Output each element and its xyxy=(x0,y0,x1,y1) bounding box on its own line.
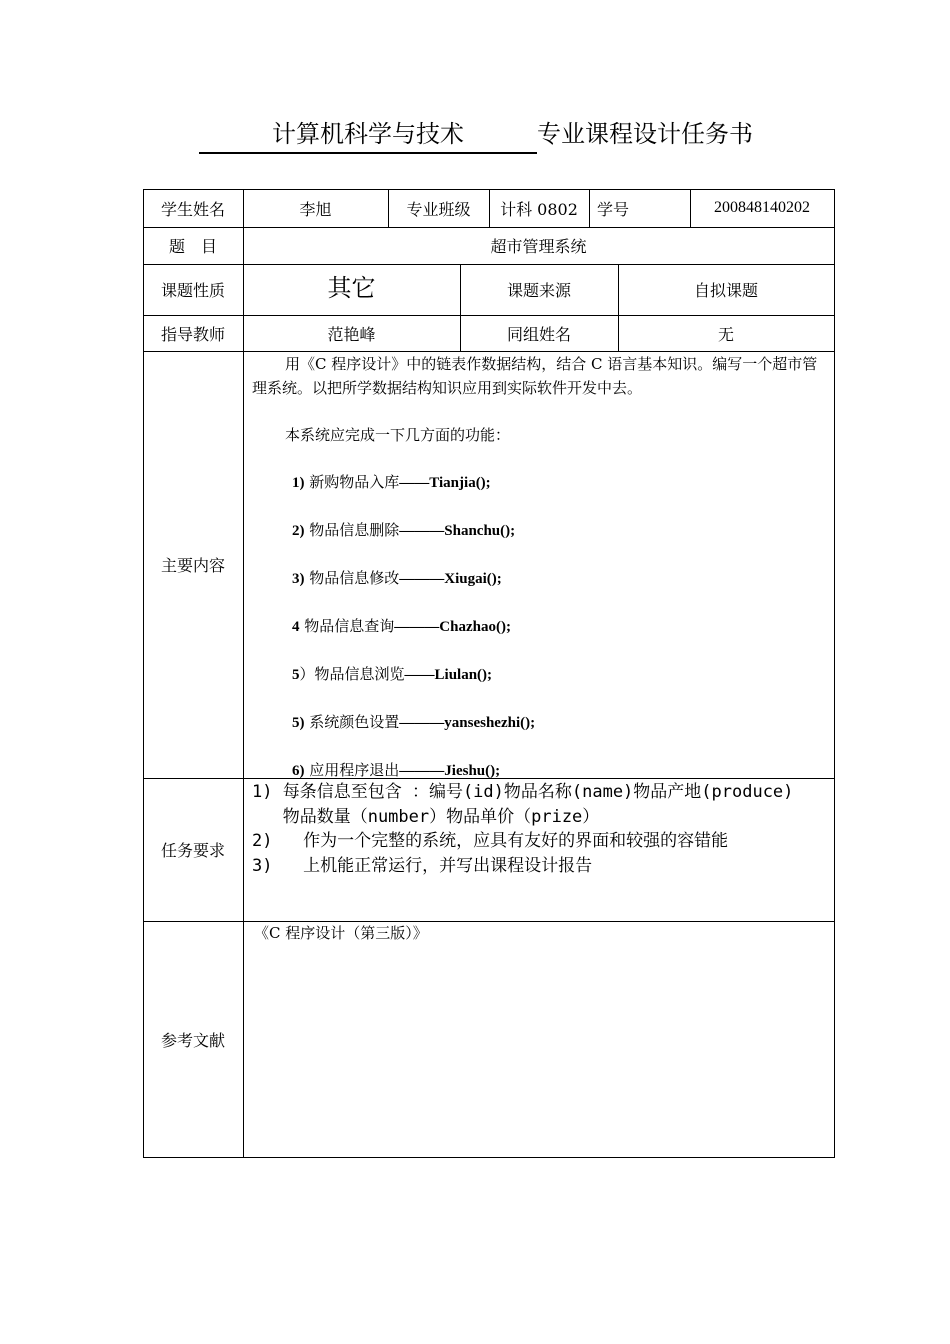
function-dash: ——— xyxy=(399,523,445,539)
student-name-value: 李旭 xyxy=(299,199,332,219)
reference-item: 《C 程序设计（第三版）》 xyxy=(254,924,428,942)
function-number: 4 xyxy=(292,619,300,635)
requirement-line: 2) 作为一个完整的系统，应具有友好的界面和较强的容错能 xyxy=(252,831,729,851)
function-item xyxy=(252,614,827,639)
function-dash: ——— xyxy=(399,571,445,587)
requirement-line: 1) 每条信息至包含 ：编号(id)物品名称(name)物品产地(produce) xyxy=(252,782,794,802)
main-content-body xyxy=(252,352,827,783)
function-dash: ——— xyxy=(399,763,445,779)
nature-value: 其它 xyxy=(327,274,376,302)
main-content-label: 主要内容 xyxy=(160,556,225,575)
function-text: 应用程序退出 xyxy=(304,761,400,779)
student-name-label: 学生姓名 xyxy=(160,199,225,219)
function-item xyxy=(252,710,827,735)
requirements-body xyxy=(252,780,832,878)
function-code: Xiugai(); xyxy=(444,571,502,587)
requirement-line: 物品数量（number）物品单价（prize） xyxy=(252,806,600,827)
function-item xyxy=(252,470,827,495)
function-dash: —— xyxy=(404,667,435,683)
function-number: 2) xyxy=(292,523,305,539)
source-label: 课题来源 xyxy=(506,281,571,300)
function-code: Jieshu(); xyxy=(444,763,501,779)
function-code: Liulan(); xyxy=(434,667,493,683)
major-name: 计算机科学与技术 xyxy=(199,118,537,154)
teacher-value: 范艳峰 xyxy=(327,324,376,344)
class-value: 计科 0802 xyxy=(500,199,578,219)
row-divider xyxy=(143,921,835,922)
function-number: 5) xyxy=(292,715,305,731)
topic-value: 超市管理系统 xyxy=(490,237,587,256)
function-dash: ——— xyxy=(394,619,440,635)
requirement-line: 3) 上机能正常运行，并写出课程设计报告 xyxy=(252,855,593,876)
function-number: 5 xyxy=(292,667,300,683)
nature-label: 课题性质 xyxy=(160,281,225,300)
function-text: 物品信息删除 xyxy=(304,521,400,539)
student-id-value: 200848140202 xyxy=(714,199,810,216)
function-item xyxy=(252,518,827,543)
task-table xyxy=(143,189,835,1158)
requirements-label: 任务要求 xyxy=(160,841,225,860)
group-value: 无 xyxy=(717,324,734,344)
function-text: 物品信息查询 xyxy=(299,617,395,635)
function-dash: ——— xyxy=(399,715,445,731)
document-title xyxy=(0,118,950,158)
table-border-bottom xyxy=(143,1157,835,1158)
function-text: 系统颜色设置 xyxy=(304,713,400,731)
function-code: Shanchu(); xyxy=(444,523,516,539)
title-suffix: 专业课程设计任务书 xyxy=(537,120,753,148)
function-code: Chazhao(); xyxy=(439,619,511,635)
table-border-right xyxy=(834,189,835,1158)
references-label: 参考文献 xyxy=(160,1030,225,1050)
function-dash: —— xyxy=(399,475,430,491)
function-item xyxy=(252,662,827,687)
source-value: 自拟课题 xyxy=(693,281,758,300)
function-code: yanseshezhi(); xyxy=(444,715,536,731)
function-code: Tianjia(); xyxy=(429,475,491,491)
function-text: 物品信息修改 xyxy=(304,569,400,587)
main-paragraph: 本系统应完成一下几方面的功能： xyxy=(285,426,511,444)
function-text: ）物品信息浏览 xyxy=(299,665,405,683)
class-label: 专业班级 xyxy=(406,199,471,219)
function-number: 1) xyxy=(292,475,305,491)
function-number: 6) xyxy=(292,763,305,779)
topic-label: 题 目 xyxy=(168,237,217,256)
main-paragraph: 用《C 程序设计》中的链表作数据结构，结合 C 语言基本知识。编写一个超市管理系统。以把所学数据结构知识应用到实际软件开发中去。 xyxy=(252,355,818,397)
teacher-label: 指导教师 xyxy=(160,324,225,344)
student-id-label: 学号 xyxy=(597,199,630,219)
function-item xyxy=(252,566,827,591)
group-label: 同组姓名 xyxy=(506,324,571,344)
function-text: 新购物品入库 xyxy=(304,473,400,491)
function-number: 3) xyxy=(292,571,305,587)
